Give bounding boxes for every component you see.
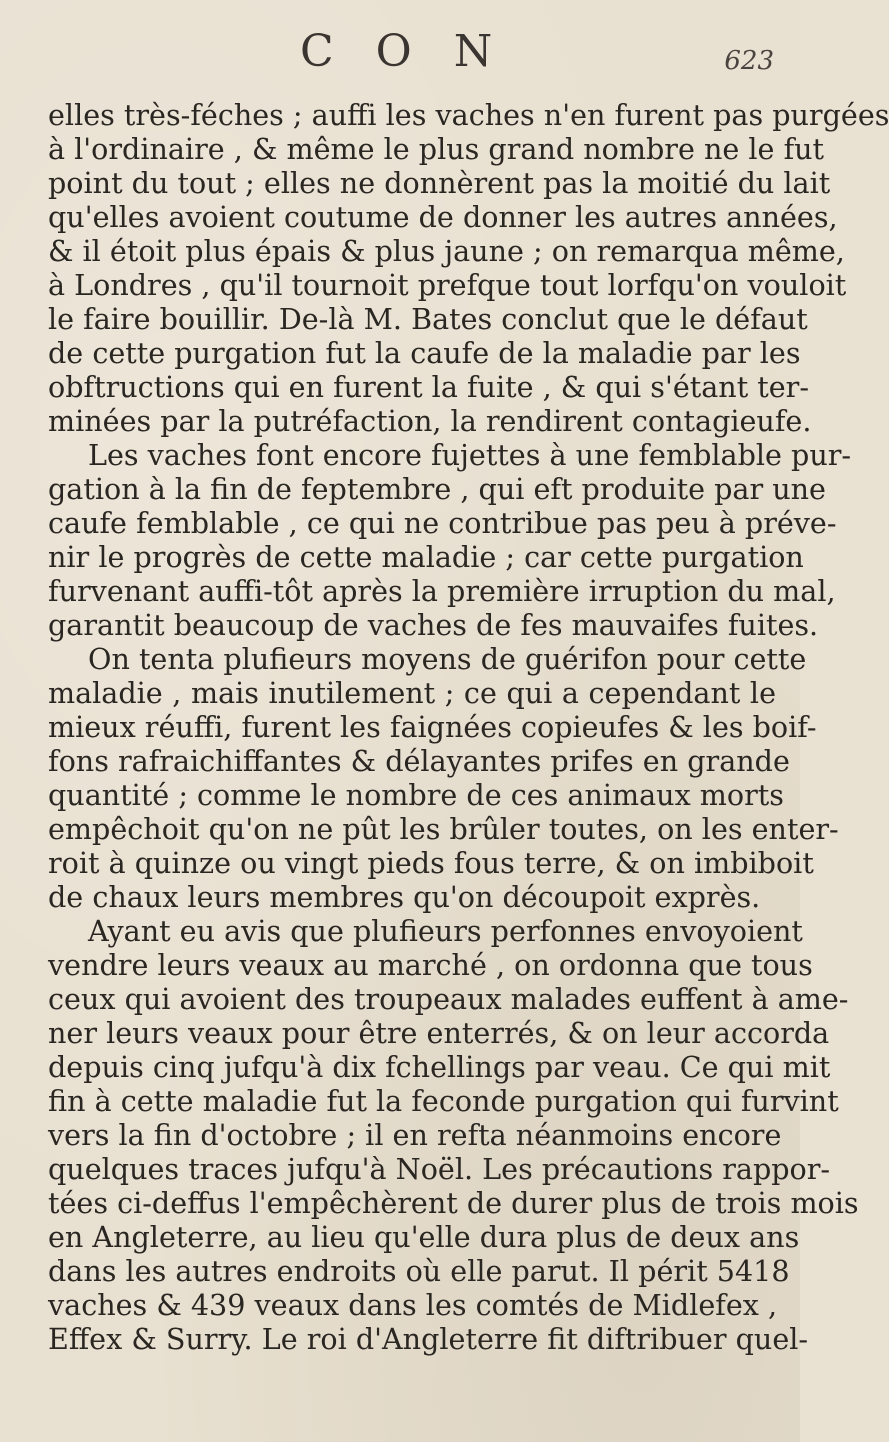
text-line: le faire bouillir. De-là M. Bates conclut que le défaut — [48, 302, 808, 336]
text-line: On tenta plufieurs moyens de guérifon pour cette — [88, 642, 807, 676]
text-line: roit à quinze ou vingt pieds fous terre, & on imbiboit — [48, 846, 814, 880]
text-line: depuis cinq jufqu'à dix fchellings par veau. Ce qui mit — [48, 1050, 831, 1084]
text-line: garantit beaucoup de vaches de fes mauvaifes fuites. — [48, 608, 819, 642]
text-line: Ayant eu avis que plufieurs perfonnes envoyoient — [88, 914, 803, 948]
text-line: furvenant auffi-tôt après la première irruption du mal, — [48, 574, 836, 608]
text-line: ner leurs veaux pour être enterrés, & on leur accorda — [48, 1016, 830, 1050]
text-line: Effex & Surry. Le roi d'Angleterre fit diftribuer quel- — [48, 1322, 809, 1356]
text-line: à Londres , qu'il tournoit prefque tout lorfqu'on vouloit — [48, 268, 847, 302]
text-line: tées ci-deffus l'empêchèrent de durer plus de trois mois — [48, 1186, 859, 1220]
running-head — [0, 26, 800, 86]
text-line: mieux réuffi, furent les faignées copieufes & les boif- — [48, 710, 817, 744]
text-line: en Angleterre, au lieu qu'elle dura plus de deux ans — [48, 1220, 800, 1254]
page-number: 623 — [724, 46, 774, 76]
text-line: gation à la fin de feptembre , qui eft produite par une — [48, 472, 826, 506]
text-line: nir le progrès de cette maladie ; car cette purgation — [48, 540, 804, 574]
text-line: minées par la putréfaction, la rendirent contagieufe. — [48, 404, 812, 438]
text-line: vers la fin d'octobre ; il en refta néanmoins encore — [48, 1118, 782, 1152]
text-line: & il étoit plus épais & plus jaune ; on remarqua même, — [48, 234, 845, 268]
text-line: empêchoit qu'on ne pût les brûler toutes, on les enter- — [48, 812, 839, 846]
text-line: maladie , mais inutilement ; ce qui a cependant le — [48, 676, 776, 710]
text-line: elles très-féches ; auffi les vaches n'en furent pas purgées — [48, 98, 889, 132]
text-line: quelques traces jufqu'à Noël. Les précautions rappor- — [48, 1152, 831, 1186]
text-line: ceux qui avoient des troupeaux malades euffent à ame- — [48, 982, 849, 1016]
text-line: qu'elles avoient coutume de donner les autres années, — [48, 200, 838, 234]
text-line: fin à cette maladie fut la feconde purgation qui furvint — [48, 1084, 839, 1118]
text-line: Les vaches font encore fujettes à une femblable pur- — [88, 438, 852, 472]
text-line: point du tout ; elles ne donnèrent pas la moitié du lait — [48, 166, 831, 200]
text-line: quantité ; comme le nombre de ces animaux morts — [48, 778, 784, 812]
text-line: dans les autres endroits où elle parut. Il périt 5418 — [48, 1254, 790, 1288]
text-line: caufe femblable , ce qui ne contribue pas peu à préve- — [48, 506, 837, 540]
text-line: à l'ordinaire , & même le plus grand nombre ne le fut — [48, 132, 825, 166]
text-line: vaches & 439 veaux dans les comtés de Midlefex , — [48, 1288, 778, 1322]
text-line: de cette purgation fut la caufe de la maladie par les — [48, 336, 801, 370]
text-line: fons rafraichiffantes & délayantes prifes en grande — [48, 744, 790, 778]
text-line: obftructions qui en furent la fuite , & qui s'étant ter- — [48, 370, 810, 404]
text-line: vendre leurs veaux au marché , on ordonna que tous — [48, 948, 813, 982]
body-text — [48, 98, 889, 1356]
text-line: de chaux leurs membres qu'on découpoit exprès. — [48, 880, 761, 914]
running-title: C O N — [300, 26, 507, 77]
